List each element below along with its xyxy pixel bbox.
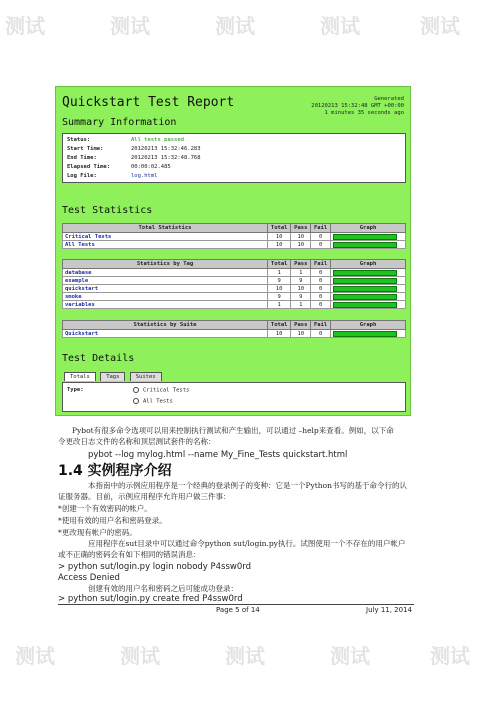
- summary-label: Elapsed Time:: [67, 164, 111, 170]
- radio-label: All Tests: [143, 398, 173, 405]
- paragraph-line: 证服务器。目前，示例应用程序允许用户做三件事：: [58, 492, 231, 501]
- radio-icon: [133, 398, 139, 404]
- stat-total: 10: [268, 241, 291, 249]
- stat-pass: 1: [291, 269, 311, 277]
- watermark-text: 测试: [330, 644, 370, 668]
- footer-date: July 11, 2014: [366, 606, 412, 614]
- table-row: [63, 269, 406, 277]
- stats-heading: Test Statistics: [62, 205, 153, 216]
- command-line: > python sut/login.py login nobody P4ssw0rd: [58, 562, 252, 572]
- graph-cell: [331, 301, 406, 309]
- column-header: Total: [268, 321, 291, 330]
- tab-tags[interactable]: Tags: [100, 372, 125, 381]
- summary-box: [62, 133, 406, 183]
- footer-divider: [58, 604, 414, 605]
- watermark-text: 测试: [225, 644, 265, 668]
- pass-bar: [333, 331, 397, 337]
- table-row: [63, 241, 406, 249]
- graph-cell: [331, 293, 406, 301]
- summary-label: Log File:: [67, 173, 97, 179]
- watermark-text: 测试: [320, 14, 360, 38]
- stat-pass: 10: [291, 241, 311, 249]
- generated-time: 20120213 15:32:48 GMT +00:00: [311, 103, 404, 109]
- pass-bar: [333, 286, 397, 292]
- graph-cell: [331, 330, 406, 338]
- log-file-link[interactable]: log.html: [131, 173, 158, 179]
- details-heading: Test Details: [62, 353, 135, 364]
- type-label: Type:: [67, 387, 84, 393]
- stat-name-link[interactable]: Critical Tests: [63, 233, 268, 241]
- stat-pass: 9: [291, 293, 311, 301]
- watermark-text: 测试: [110, 14, 150, 38]
- watermark-text: 测试: [215, 14, 255, 38]
- watermark-text: 测试: [430, 644, 470, 668]
- stat-fail: 0: [311, 277, 331, 285]
- column-header: Total: [268, 224, 291, 233]
- summary-heading: Summary Information: [62, 117, 177, 128]
- stat-total: 10: [268, 233, 291, 241]
- stat-fail: 0: [311, 269, 331, 277]
- stat-fail: 0: [311, 301, 331, 309]
- table-row: [63, 285, 406, 293]
- stat-total: 9: [268, 277, 291, 285]
- summary-value: 00:00:02.485: [131, 164, 171, 170]
- section-heading: 1.4 实例程序介绍: [58, 463, 172, 479]
- watermark-text: 测试: [5, 14, 45, 38]
- radio-critical[interactable]: [133, 387, 189, 394]
- details-tabs: [64, 372, 163, 381]
- tag-stats-table: [62, 259, 406, 309]
- stat-fail: 0: [311, 330, 331, 338]
- stat-pass: 1: [291, 301, 311, 309]
- bullet-item: *使用有效的用户名和密码登录。: [58, 516, 167, 525]
- suite-stats-table: [62, 320, 406, 338]
- tag-name-link[interactable]: variables: [63, 301, 268, 309]
- stat-name-link[interactable]: All Tests: [63, 241, 268, 249]
- column-header: Pass: [291, 260, 311, 269]
- column-header: Pass: [291, 224, 311, 233]
- stat-fail: 0: [311, 293, 331, 301]
- summary-value: 20120213 15:32:48.768: [131, 155, 201, 161]
- paragraph-line: 创建有效的用户名和密码之后可能成功登录：: [88, 584, 238, 593]
- summary-label: End Time:: [67, 155, 97, 161]
- graph-cell: [331, 285, 406, 293]
- radio-label: Critical Tests: [143, 387, 190, 394]
- column-header: Total: [268, 260, 291, 269]
- stat-total: 10: [268, 285, 291, 293]
- pass-bar: [333, 302, 397, 308]
- watermark-text: 测试: [15, 644, 55, 668]
- table-row: [63, 233, 406, 241]
- tag-name-link[interactable]: smoke: [63, 293, 268, 301]
- tag-name-link[interactable]: quickstart: [63, 285, 268, 293]
- command-line: > python sut/login.py create fred P4ssw0rd: [58, 594, 243, 604]
- column-header: Fail: [311, 224, 331, 233]
- summary-value: 20120213 15:32:46.283: [131, 146, 201, 152]
- report-title: Quickstart Test Report: [62, 95, 235, 110]
- command-output: Access Denied: [58, 573, 120, 583]
- paragraph-line: Pybot有很多命令选项可以用来控制执行测试和产生输出，可以通过 –help来查看。例如，以下命: [72, 426, 394, 435]
- pass-bar: [333, 270, 397, 276]
- radio-icon: [133, 387, 139, 393]
- details-panel: [62, 382, 406, 412]
- table-row: [63, 293, 406, 301]
- paragraph-line: 或不正确的密码会有如下相同的错误消息：: [58, 550, 201, 559]
- tab-suites[interactable]: Suites: [130, 372, 162, 381]
- graph-cell: [331, 233, 406, 241]
- column-header: Graph: [331, 224, 406, 233]
- paragraph-line: 本指南中的示例应用程序是一个经典的登录例子的变种：它是一个Python书写的基于命令行的认: [88, 481, 407, 490]
- page-number: Page 5 of 14: [216, 606, 260, 614]
- generated-ago: 1 minutes 35 seconds ago: [324, 110, 404, 116]
- graph-cell: [331, 269, 406, 277]
- suite-name-link[interactable]: Quickstart: [63, 330, 268, 338]
- table-row: [63, 330, 406, 338]
- graph-cell: [331, 277, 406, 285]
- stat-pass: 10: [291, 285, 311, 293]
- command-line: pybot --log mylog.html --name My_Fine_Tests quickstart.html: [88, 450, 348, 460]
- pass-bar: [333, 294, 397, 300]
- stat-total: 1: [268, 269, 291, 277]
- column-header: Fail: [311, 260, 331, 269]
- pass-bar: [333, 278, 397, 284]
- stat-fail: 0: [311, 241, 331, 249]
- stat-pass: 10: [291, 233, 311, 241]
- generated-label: Generated: [374, 96, 404, 102]
- paragraph-line: 应用程序在sut目录中可以通过命令python sut/login.py执行。试图使用一个不存在的用户帐户: [88, 539, 406, 548]
- stat-fail: 0: [311, 233, 331, 241]
- tab-totals[interactable]: Totals: [64, 372, 96, 381]
- column-header: Graph: [331, 260, 406, 269]
- generated-info: [311, 96, 404, 117]
- graph-cell: [331, 241, 406, 249]
- watermark-text: 测试: [420, 14, 460, 38]
- table-header: Statistics by Tag: [63, 260, 268, 269]
- stat-pass: 9: [291, 277, 311, 285]
- report-screenshot: [55, 86, 411, 416]
- stat-fail: 0: [311, 285, 331, 293]
- table-header: Total Statistics: [63, 224, 268, 233]
- bullet-item: *更改现有帐户的密码。: [58, 528, 137, 537]
- summary-label: Status:: [67, 137, 91, 143]
- stat-total: 1: [268, 301, 291, 309]
- stat-total: 10: [268, 330, 291, 338]
- bullet-item: *创建一个有效密码的帐户。: [58, 504, 152, 513]
- summary-label: Start Time:: [67, 146, 104, 152]
- total-stats-table: [62, 223, 406, 249]
- radio-all[interactable]: [133, 398, 173, 405]
- watermark-text: 测试: [120, 644, 160, 668]
- stat-pass: 10: [291, 330, 311, 338]
- summary-value: All tests passed: [131, 137, 184, 143]
- column-header: Pass: [291, 321, 311, 330]
- pass-bar: [333, 242, 397, 248]
- stat-total: 9: [268, 293, 291, 301]
- column-header: Graph: [331, 321, 406, 330]
- tag-name-link[interactable]: database: [63, 269, 268, 277]
- table-row: [63, 301, 406, 309]
- table-header: Statistics by Suite: [63, 321, 268, 330]
- paragraph-line: 令更改日志文件的名称和顶层测试套件的名称：: [58, 437, 216, 446]
- pass-bar: [333, 234, 397, 240]
- table-row: [63, 277, 406, 285]
- tag-name-link[interactable]: example: [63, 277, 268, 285]
- column-header: Fail: [311, 321, 331, 330]
